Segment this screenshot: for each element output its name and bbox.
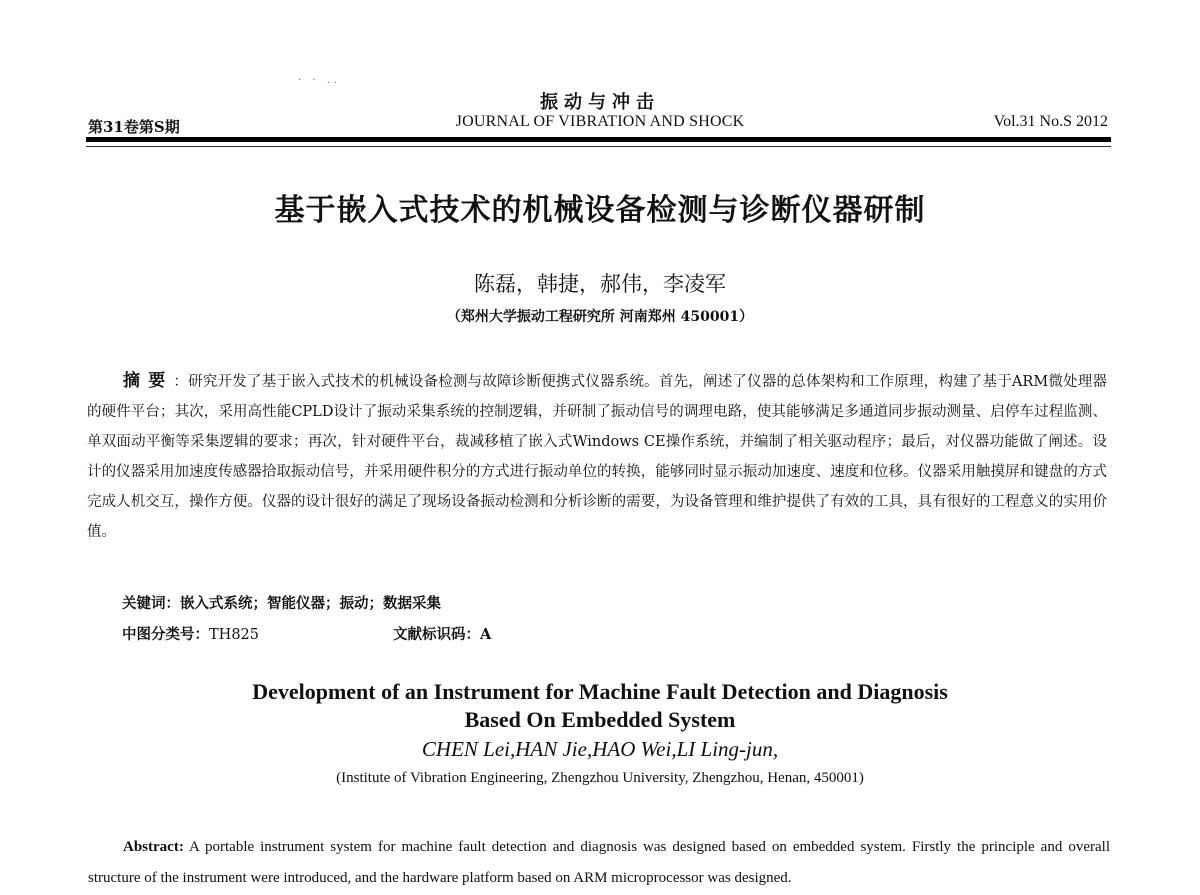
clc-number — [122, 623, 259, 644]
scan-specks: · · .. — [298, 75, 342, 86]
journal-name-cn: 振动与冲击 — [540, 92, 660, 113]
issue-en: Vol.31 No.S 2012 — [993, 113, 1108, 130]
authors-en: CHEN Lei,HAN Jie,HAO Wei,LI Ling-jun, — [421, 737, 779, 761]
abstract-cn — [87, 366, 1107, 547]
authors-cn: 陈磊，韩捷，郝伟，李凌军 — [474, 272, 726, 296]
paper-title-en — [0, 678, 1200, 734]
keywords-cn — [122, 592, 441, 613]
affiliation-cn: （郑州大学振动工程研究所 河南郑州 450001） — [446, 309, 754, 325]
document-code — [393, 623, 491, 644]
abstract-en-label: Abstract: — [123, 839, 184, 855]
abstract-cn-colon: ： — [173, 374, 189, 390]
keywords-cn-values: 嵌入式系统；智能仪器；振动；数据采集 — [180, 595, 441, 612]
issue-cn: 第31卷第S期 — [88, 118, 180, 136]
paper-title-en-line2: Based On Embedded System — [464, 707, 736, 732]
clc-value: TH825 — [209, 627, 259, 643]
header-rule-thick — [86, 137, 1111, 142]
document-code-value: A — [480, 626, 492, 643]
abstract-en — [88, 832, 1110, 894]
affiliation-en: (Institute of Vibration Engineering, Zhengzhou University, Zhengzhou, Henan, 450001) — [336, 770, 864, 786]
header-rule-thin — [86, 146, 1111, 147]
paper-title-cn: 基于嵌入式技术的机械设备检测与诊断仪器研制 — [274, 193, 926, 228]
abstract-cn-text: 研究开发了基于嵌入式技术的机械设备检测与故障诊断便携式仪器系统。首先，阐述了仪器的总体架构和工作原理，构建了基于ARM微处理器的硬件平台；其次，采用高性能CPLD设计了振动采集系统的控制逻辑，并研制了振动信号的调理电路，使其能够满足多通道同步振动测量、启停车过程监测、单双面动平衡等采集逻辑的要求；再次，针对硬件平台，裁减移植了嵌入式Windows CE操作系统，并编制了相关驱动程序；最后，对仪器功能做了阐述。设计的仪器采用加速度传感器拾取振动信号，并采用硬件积分的方式进行振动单位的转换，能够同时显示振动加速度、速度和位移。仪器采用触摸屏和键盘的方式完成人机交互，操作方便。仪器的设计很好的满足了现场设备振动检测和分析诊断的需要，为设备管理和维护提供了有效的工具，具有很好的工程意义的实用价值。 — [87, 374, 1108, 540]
keywords-cn-label: 关键词： — [122, 595, 180, 612]
journal-name-en: JOURNAL OF VIBRATION AND SHOCK — [455, 113, 745, 130]
abstract-cn-label: 摘要 — [123, 371, 174, 391]
document-code-label: 文献标识码： — [393, 626, 480, 643]
paper-title-en-line1: Development of an Instrument for Machine Fault Detection and Diagnosis — [252, 679, 948, 704]
clc-label: 中图分类号： — [122, 626, 209, 643]
abstract-en-text: A portable instrument system for machine fault detection and diagnosis was designed based on embedded system. Firstly the principle and overall structure of the instrument were introduced, and the hardware platform based on ARM microprocessor was designed. — [88, 839, 1110, 886]
